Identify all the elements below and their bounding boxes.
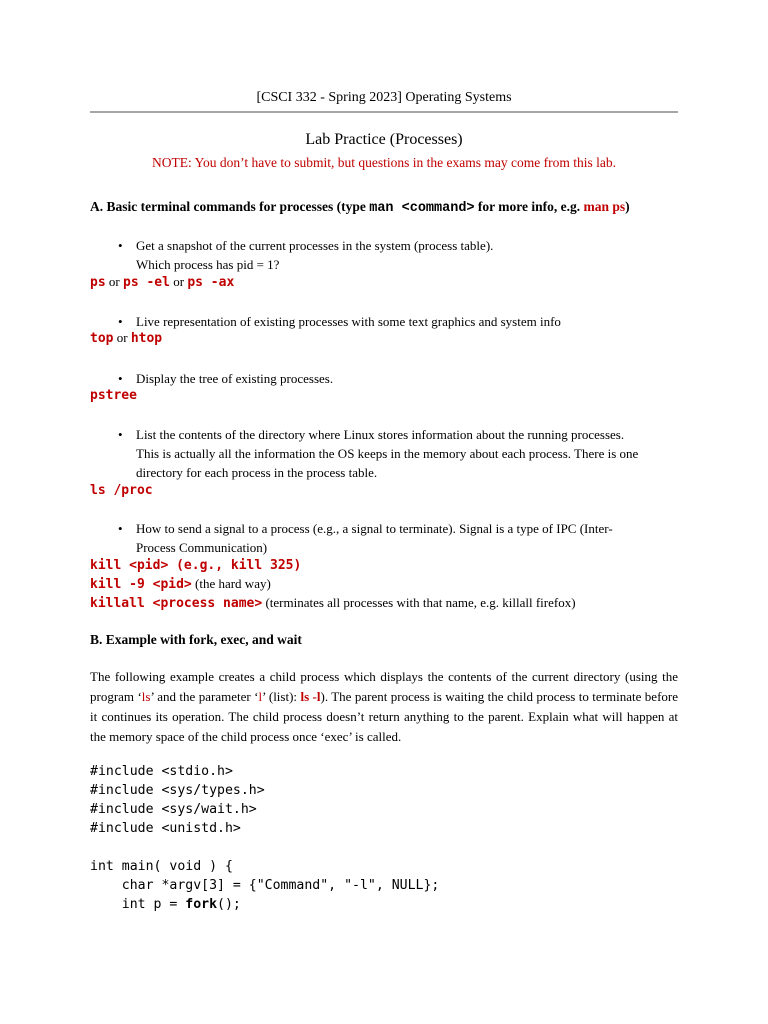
code-block — [90, 762, 439, 914]
heading-command: man <command> — [369, 201, 475, 216]
code-line — [90, 838, 439, 857]
section-b-paragraph — [90, 667, 678, 747]
code-line: #include <sys/types.h> — [90, 783, 265, 798]
command-line — [90, 330, 162, 346]
command-line — [90, 576, 271, 592]
command-line — [90, 274, 234, 290]
paragraph-text: ). The parent process is waiting the child process to terminate before it continues its operation. The child process doesn’t return anything to the parent. Explain what will happen at the memory space of the child process once ‘exec’ is called. — [90, 689, 679, 744]
separator: or — [113, 330, 131, 345]
command-note: (terminates all processes with that name, e.g. killall firefox) — [262, 595, 576, 610]
command: ps -el — [123, 275, 170, 290]
bullet-icon: • — [118, 314, 123, 329]
page-title: Lab Practice (Processes) — [305, 131, 463, 148]
command-note: (the hard way) — [191, 576, 271, 591]
section-a-heading — [90, 199, 630, 216]
code-line — [90, 895, 439, 914]
command-line — [90, 595, 576, 611]
code-line: int main( void ) { — [90, 859, 233, 874]
paragraph-text: The following example creates a child process which displays the contents of the current directory (using the program ‘ — [90, 669, 678, 704]
code-line: #include <unistd.h> — [90, 821, 241, 836]
heading-text: A. Basic terminal commands for processes (type — [90, 199, 370, 214]
command: ps -ax — [187, 275, 235, 290]
code-text: (); — [217, 897, 241, 912]
bullet-icon: • — [118, 427, 123, 442]
inline-highlight: ls — [141, 689, 151, 704]
item-line: List the contents of the directory where Linux stores information about the running processes. — [136, 427, 625, 442]
section-b-heading: B. Example with fork, exec, and wait — [90, 632, 302, 647]
paragraph-text: ’ (list): — [262, 689, 301, 704]
code-keyword: fork — [185, 897, 218, 912]
command: ps — [90, 275, 106, 290]
separator: or — [105, 274, 123, 289]
submission-note: NOTE: You don’t have to submit, but questions in the exams may come from this lab. — [152, 155, 616, 170]
inline-highlight: ls -l — [300, 689, 321, 704]
item-line: Process Communication) — [136, 540, 268, 555]
item-line: Which process has pid = 1? — [136, 257, 280, 272]
heading-text: for more info, e.g. — [474, 199, 584, 214]
heading-example: man ps — [583, 199, 626, 214]
command: kill <pid> (e.g., kill 325) — [90, 558, 302, 573]
item-text — [136, 369, 333, 388]
bullet-icon: • — [118, 238, 123, 253]
paragraph-text: ’ and the parameter ‘ — [150, 689, 259, 704]
command: killall <process name> — [90, 596, 263, 611]
item-line: This is actually all the information the OS keeps in the memory about each process. There is one — [136, 446, 639, 461]
command-line — [90, 387, 137, 403]
command-line — [90, 482, 153, 498]
code-line: #include <stdio.h> — [90, 764, 233, 779]
inline-highlight: l — [258, 689, 263, 704]
command: pstree — [90, 388, 137, 403]
command: kill -9 <pid> — [90, 577, 192, 592]
course-header: [CSCI 332 - Spring 2023] Operating Systems — [90, 90, 678, 113]
item-text — [136, 236, 493, 274]
item-text — [136, 519, 613, 557]
command: htop — [130, 331, 163, 346]
item-text — [136, 312, 561, 331]
item-line: How to send a signal to a process (e.g., a signal to terminate). Signal is a type of IPC (Inter- — [136, 521, 613, 536]
item-line: Get a snapshot of the current processes in the system (process table). — [136, 238, 494, 253]
item-line: Live representation of existing processes with some text graphics and system info — [136, 314, 561, 329]
item-line: Display the tree of existing processes. — [136, 371, 334, 386]
item-text — [136, 425, 638, 482]
bullet-icon: • — [118, 521, 123, 536]
code-text: int p = — [90, 897, 186, 912]
bullet-icon: • — [118, 371, 123, 386]
command: top — [90, 331, 114, 346]
code-line: #include <sys/wait.h> — [90, 802, 257, 817]
code-line: char *argv[3] = {"Command", "-l", NULL}; — [90, 878, 440, 893]
item-line: directory for each process in the process table. — [136, 465, 378, 480]
separator: or — [169, 274, 188, 289]
heading-text: ) — [625, 199, 630, 214]
command: ls /proc — [90, 483, 153, 498]
command-line — [90, 557, 301, 573]
